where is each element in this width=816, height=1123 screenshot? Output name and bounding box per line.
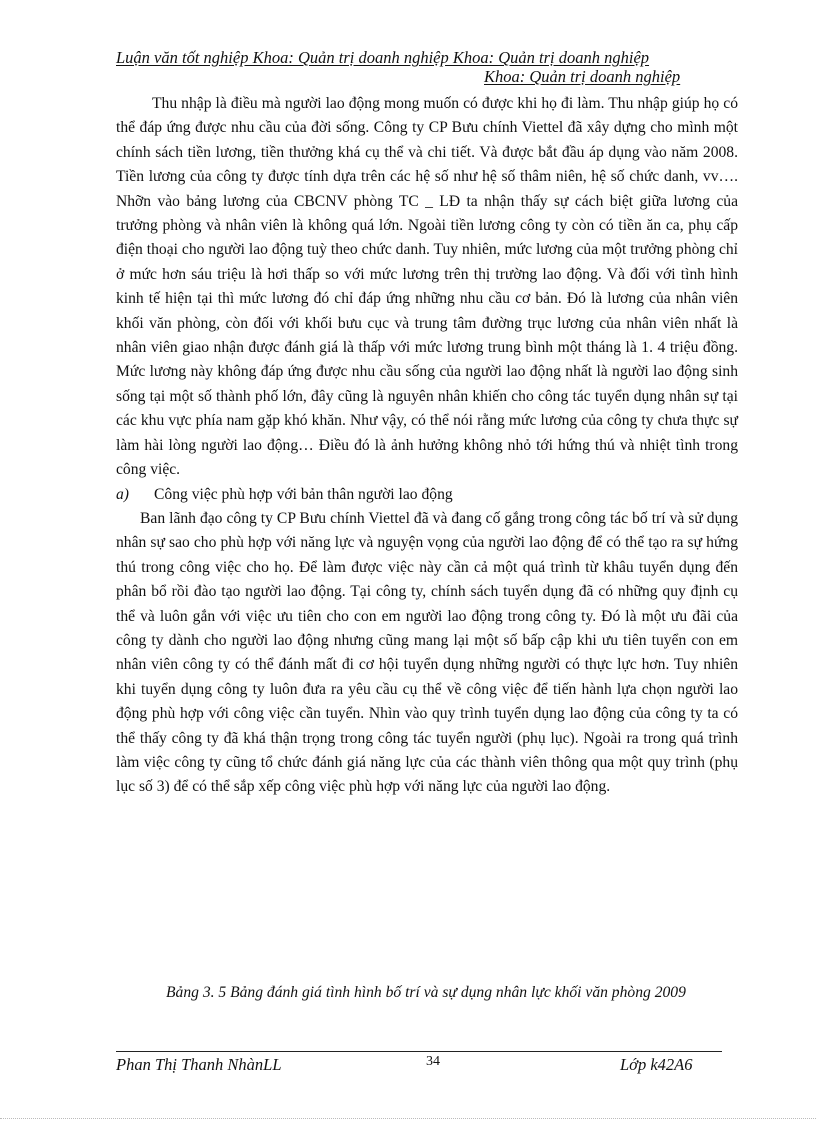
header-line-2: Khoa: Quản trị doanh nghiệp (484, 67, 681, 86)
footer-divider (116, 1051, 722, 1052)
subheading-marker: a) (116, 485, 129, 503)
subheading-text: Công việc phù hợp với bản thân người lao động (154, 485, 453, 503)
paragraph-income: Thu nhập là điều mà người lao động mong muốn có được khi họ đi làm. Thu nhập giúp họ có thể đáp ứng được nhu cầu của đời sống. Công ty CP Bưu chính Viettel đã xây dựng cho mình một chính sách tiền lương, tiền thưởng khá cụ thể và chi tiết. Và được bắt đầu áp dụng vào năm 2008. Tiền lương của công ty được tính dựa trên các hệ số như hệ số thâm niên, hệ số chức danh, vv…. Nhỡn vào bảng lương của CBCNV phòng TC _ LĐ ta nhận thấy sự cách biệt giữa lương của trưởng phòng và nhân viên là không quá lớn. Ngoài tiền lương công ty còn có tiền ăn ca, phụ cấp điện thoại cho người lao động tuỳ theo chức danh. Tuy nhiên, mức lương của một trưởng phòng chỉ ở mức hơn sáu triệu là hơi thấp so với mức lương trên thị trường lao động. Và đối với tình hình kinh tế hiện tại thì mức lương đó chỉ đáp ứng những nhu cầu cơ bản. Đó là lương của nhân viên khối văn phòng, còn đối với khối bưu cục và trung tâm đường trục lương của nhân viên nhất là nhân viên giao nhận được đánh giá là thấp với mức lương trung bình một tháng là 1. 4 triệu đồng. Mức lương này không đáp ứng được nhu cầu sống của người lao động nhất là người lao động sinh sống tại một số thành phố lớn, đây cũng là nguyên nhân khiến cho công tác tuyển dụng nhân sự tại các khu vực phía nam gặp khó khăn. Như vậy, có thể nói rằng mức lương của công ty chưa thực sự làm hài lòng người lao động… Điều đó là ảnh hưởng không nhỏ tới hứng thú và nhiệt tình trong công việc. (116, 95, 738, 479)
header-line-1: Luận văn tốt nghiệp Khoa: Quản trị doanh nghiệp Khoa: Quản trị doanh nghiệp (116, 48, 650, 67)
footer-class: Lớp k42A6 (620, 1055, 693, 1074)
page-bottom-border (0, 1118, 816, 1119)
page-number: 34 (426, 1054, 440, 1069)
section-subheading (116, 483, 738, 507)
table-caption: Bảng 3. 5 Bảng đánh giá tình hình bố trí và sự dụng nhân lực khối văn phòng 2009 (166, 984, 686, 1001)
body-text (116, 92, 738, 800)
page-header (116, 48, 728, 86)
footer-author: Phan Thị Thanh NhànLL (116, 1055, 282, 1074)
paragraph-suitable-work: Ban lãnh đạo công ty CP Bưu chính Viettel đã và đang cố gắng trong công tác bố trí và sử dụng nhân sự sao cho phù hợp với năng lực và nguyện vọng của người lao động để có thể tạo ra sự hứng thú trong công việc cho họ. Để làm được việc này cần cả một quá trình từ khâu tuyển dụng đến phân bổ rồi đào tạo người lao động. Tại công ty, chính sách tuyển dụng đã có những quy định cụ thể và luôn gắn với việc ưu tiên cho con em người lao động trong công ty. Đó là một ưu đãi của công ty dành cho người lao động nhưng cũng mang lại một số bấp cập khi ưu tiên tuyển con em nhân viên công ty có thể đánh mất đi cơ hội tuyển dụng những người có thực lực hơn. Tuy nhiên khi tuyển dụng công ty luôn đưa ra yêu cầu cụ thể về công việc để tiến hành lựa chọn người lao động phù hợp với công việc cần tuyển. Nhìn vào quy trình tuyển dụng lao động của công ty ta có thể thấy công ty đã khá thận trọng trong công tác tuyển người (phụ lục). Ngoài ra trong quá trình làm việc công ty cũng tổ chức đánh giá năng lực của các thành viên thông qua một quy trình (phụ lục số 3) để có thể sắp xếp công việc phù hợp với năng lực của người lao động. (116, 509, 738, 796)
